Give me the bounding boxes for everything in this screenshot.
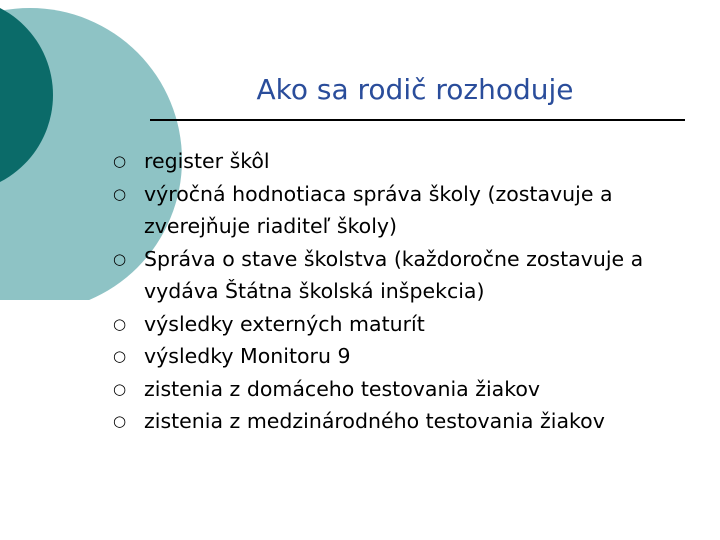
bullet-item bbox=[113, 145, 673, 178]
bullet-marker-icon: ○ bbox=[113, 152, 127, 170]
bullet-item bbox=[113, 340, 673, 373]
bullet-item bbox=[113, 243, 673, 308]
bullet-marker-icon: ○ bbox=[113, 347, 127, 365]
bullet-text: zistenia z medzinárodného testovania žiakov bbox=[144, 409, 605, 433]
bullet-text: výsledky externých maturít bbox=[144, 311, 425, 336]
bullet-list bbox=[113, 145, 673, 438]
bullet-marker-icon: ○ bbox=[113, 249, 127, 268]
bullet-marker-icon: ○ bbox=[113, 379, 127, 398]
bullet-text: Správa o stave školstva (každoročne zostavuje a vydáva Štátna školská inšpekcia) bbox=[144, 246, 644, 303]
bullet-text: výsledky Monitoru 9 bbox=[144, 344, 351, 368]
bullet-text: zistenia z domáceho testovania žiakov bbox=[144, 376, 541, 401]
slide-title: Ako sa rodič rozhoduje bbox=[256, 73, 574, 106]
bullet-marker-icon: ○ bbox=[113, 412, 127, 430]
bullet-text: register škôl bbox=[144, 149, 270, 173]
bullet-item bbox=[113, 178, 673, 243]
bullet-text: výročná hodnotiaca správa školy (zostavuje a zverejňuje riaditeľ školy) bbox=[144, 181, 613, 238]
bullet-marker-icon: ○ bbox=[113, 314, 127, 333]
bullet-item bbox=[113, 373, 673, 406]
bullet-marker-icon: ○ bbox=[113, 184, 127, 203]
bullet-item bbox=[113, 405, 673, 438]
bullet-item bbox=[113, 308, 673, 341]
title-divider bbox=[150, 119, 685, 121]
